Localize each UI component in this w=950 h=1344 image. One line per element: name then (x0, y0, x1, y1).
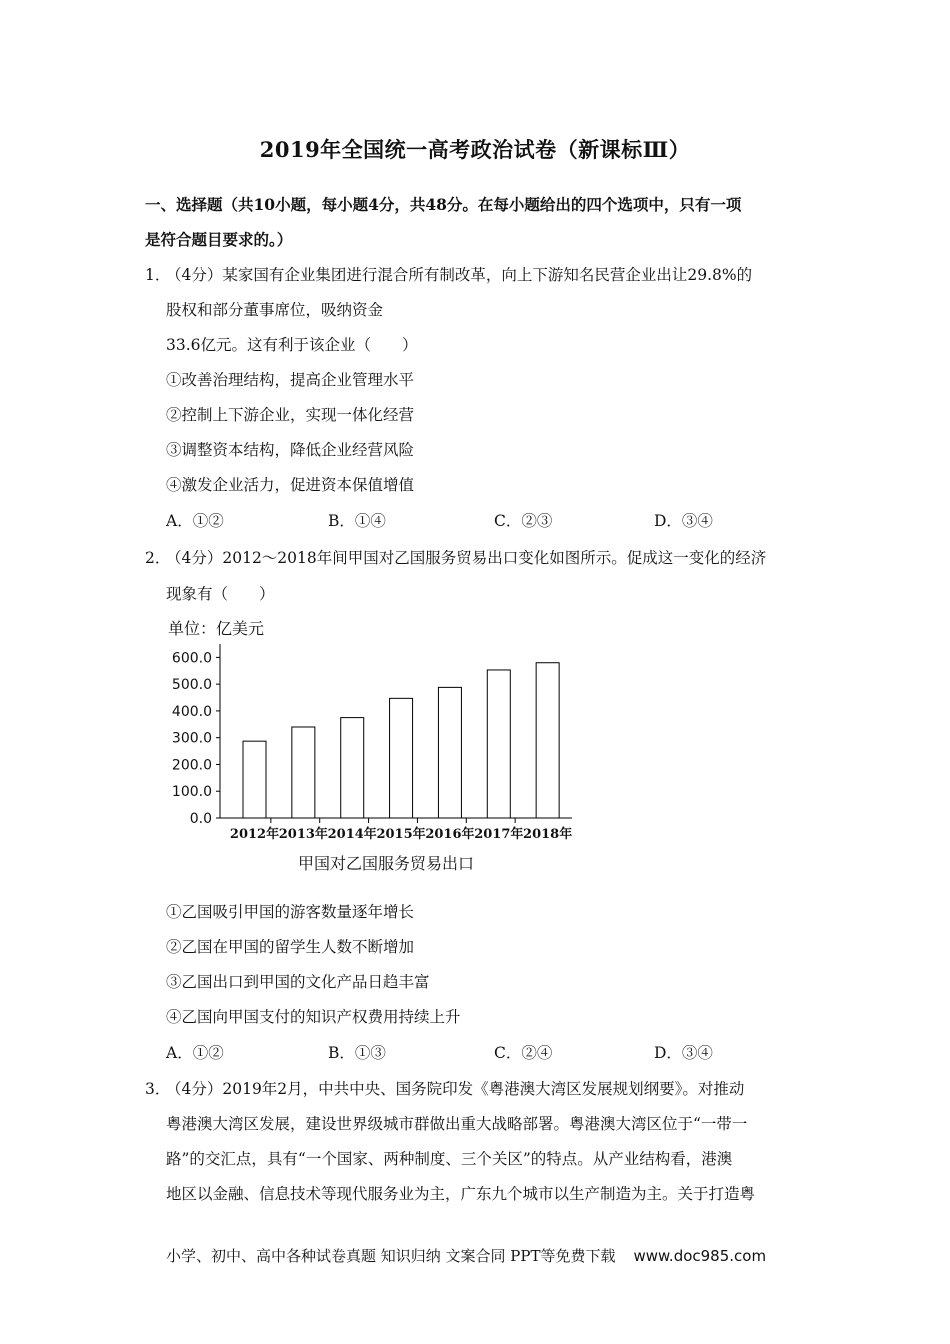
section-heading-continued: 是符合题目要求的。） (145, 230, 293, 249)
bar (243, 741, 266, 818)
chart-caption: 甲国对乙国服务贸易出口 (298, 854, 475, 873)
option-c[interactable]: C．②③ (494, 512, 553, 530)
option-a[interactable]: A．①② (166, 1044, 224, 1062)
question-stem: 股权和部分董事席位，吸纳资金 (166, 301, 384, 319)
section-heading: 一、选择题（共10小题，每小题4分，共48分。在每小题给出的四个选项中，只有一项 (145, 195, 742, 214)
question-number: 1． (145, 266, 171, 284)
question-stem: （4分）2012～2018年间甲国对乙国服务贸易出口变化如图所示。促成这一变化的经济 (166, 549, 767, 567)
y-tick-label: 200.0 (171, 757, 212, 774)
footer-text: 小学、初中、高中各种试卷真题 知识归纳 文案合同 PPT等免费下载 (166, 1247, 616, 1265)
bar (438, 687, 461, 818)
y-tick-label: 0.0 (189, 811, 212, 827)
x-tick-label: 2016年 (425, 827, 475, 842)
question-stem: 路”的交汇点，具有“一个国家、两种制度、三个关区”的特点。从产业结构看，港澳 (166, 1150, 733, 1168)
y-tick-label: 300.0 (171, 730, 212, 747)
option-d[interactable]: D．③④ (654, 512, 713, 530)
option-a[interactable]: A．①② (166, 512, 224, 530)
statement-item: ④激发企业活力，促进资本保值增值 (166, 476, 415, 494)
bar (341, 718, 364, 818)
bar-chart (150, 636, 580, 846)
statement-item: ①改善治理结构，提高企业管理水平 (166, 371, 415, 389)
bar (390, 698, 413, 818)
x-tick-label: 2012年 (229, 827, 280, 842)
statement-item: ②控制上下游企业，实现一体化经营 (166, 406, 415, 424)
option-c[interactable]: C．②④ (494, 1044, 553, 1062)
bar (536, 663, 559, 818)
y-tick-label: 600.0 (171, 650, 212, 667)
x-tick-label: 2013年 (278, 827, 328, 842)
question-stem: （4分）某家国有企业集团进行混合所有制改革，向上下游知名民营企业出让29.8%的 (166, 266, 753, 284)
y-tick-label: 100.0 (171, 784, 212, 801)
chart-unit-label: 单位：亿美元 (168, 619, 265, 638)
page-footer (166, 1245, 766, 1266)
statement-item: ④乙国向甲国支付的知识产权费用持续上升 (166, 1008, 461, 1026)
option-b[interactable]: B．①③ (328, 1044, 386, 1062)
x-tick-label: 2015年 (376, 827, 426, 842)
statement-item: ③调整资本结构，降低企业经营风险 (166, 441, 415, 459)
question-stem: 现象有（ ） (166, 585, 275, 603)
question-number: 2． (145, 549, 171, 567)
x-tick-label: 2014年 (327, 827, 377, 842)
question-stem: 33.6亿元。这有利于该企业（ ） (166, 336, 418, 354)
bar (487, 670, 510, 818)
option-b[interactable]: B．①④ (328, 512, 386, 530)
footer-url[interactable]: www.doc985.com (633, 1247, 767, 1265)
x-tick-label: 2017年 (474, 827, 524, 842)
y-tick-label: 500.0 (171, 677, 212, 694)
page-title: 2019年全国统一高考政治试卷（新课标Ⅲ） (259, 137, 691, 162)
x-tick-label: 2018年 (523, 827, 573, 842)
statement-item: ①乙国吸引甲国的游客数量逐年增长 (166, 903, 415, 921)
y-tick-label: 400.0 (171, 703, 212, 720)
statement-item: ③乙国出口到甲国的文化产品日趋丰富 (166, 973, 430, 991)
question-stem: 粤港澳大湾区发展，建设世界级城市群做出重大战略部署。粤港澳大湾区位于“一带一 (166, 1115, 748, 1133)
question-stem: 地区以金融、信息技术等现代服务业为主，广东九个城市以生产制造为主。关于打造粤 (166, 1185, 756, 1203)
bar (292, 727, 315, 818)
option-d[interactable]: D．③④ (654, 1044, 713, 1062)
statement-item: ②乙国在甲国的留学生人数不断增加 (166, 938, 415, 956)
question-number: 3． (145, 1080, 171, 1098)
question-stem: （4分）2019年2月，中共中央、国务院印发《粤港澳大湾区发展规划纲要》。对推动 (166, 1080, 745, 1098)
